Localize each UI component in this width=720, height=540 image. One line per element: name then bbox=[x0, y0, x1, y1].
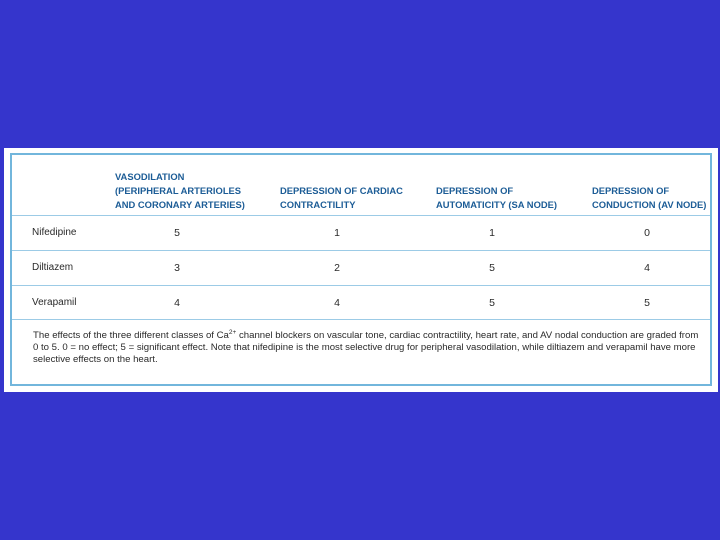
drug-name-cell: Diltiazem bbox=[32, 262, 74, 273]
header-contractility-line: CONTRACTILITY bbox=[280, 199, 356, 210]
header-conduction-line: DEPRESSION OF bbox=[592, 185, 670, 196]
drug-effects-table bbox=[10, 153, 712, 386]
drug-name-cell: Nifedipine bbox=[32, 227, 77, 238]
vasodilation-cell: 3 bbox=[174, 262, 180, 274]
caption-superscript: 2+ bbox=[228, 329, 237, 336]
table-row bbox=[12, 216, 710, 251]
vasodilation-cell: 4 bbox=[174, 297, 180, 309]
header-vasodilation-line: (PERIPHERAL ARTERIOLES bbox=[115, 185, 242, 196]
header-contractility bbox=[280, 184, 403, 212]
drug-name-cell: Verapamil bbox=[32, 297, 77, 308]
vasodilation-cell: 5 bbox=[174, 227, 180, 239]
header-vasodilation-line: AND CORONARY ARTERIES) bbox=[115, 199, 245, 210]
header-conduction-line: CONDUCTION (AV NODE) bbox=[592, 199, 707, 210]
contractility-cell: 4 bbox=[334, 297, 340, 309]
header-automaticity bbox=[436, 184, 557, 212]
header-automaticity-line: AUTOMATICITY (SA NODE) bbox=[436, 199, 558, 210]
conduction-cell: 4 bbox=[644, 262, 650, 274]
table-panel bbox=[4, 148, 718, 392]
header-vasodilation bbox=[115, 170, 245, 212]
table-row bbox=[12, 251, 710, 286]
automaticity-cell: 5 bbox=[489, 262, 495, 274]
table-row bbox=[12, 286, 710, 320]
header-automaticity-line: DEPRESSION OF bbox=[436, 185, 514, 196]
automaticity-cell: 5 bbox=[489, 297, 495, 309]
automaticity-cell: 1 bbox=[489, 227, 495, 239]
contractility-cell: 2 bbox=[334, 262, 340, 274]
conduction-cell: 5 bbox=[644, 297, 650, 309]
header-contractility-line: DEPRESSION OF CARDIAC bbox=[280, 185, 403, 196]
table-caption bbox=[33, 327, 703, 366]
caption-text-start: The effects of the three different classes of Ca bbox=[33, 330, 229, 342]
table-header-row bbox=[12, 155, 710, 216]
contractility-cell: 1 bbox=[334, 227, 340, 239]
conduction-cell: 0 bbox=[644, 227, 650, 239]
header-conduction bbox=[592, 184, 706, 212]
header-vasodilation-line: VASODILATION bbox=[115, 171, 185, 182]
caption-text-end: channel blockers on vascular tone, cardiac contractility, heart rate, and AV nodal conduction are graded from 0 to 5. 0 = no effect; 5 = significant effect. Note that nifedipine is the most selective drug for peripheral vasodilation, while diltiazem and verapamil have more selective effects on the heart. bbox=[33, 330, 699, 366]
